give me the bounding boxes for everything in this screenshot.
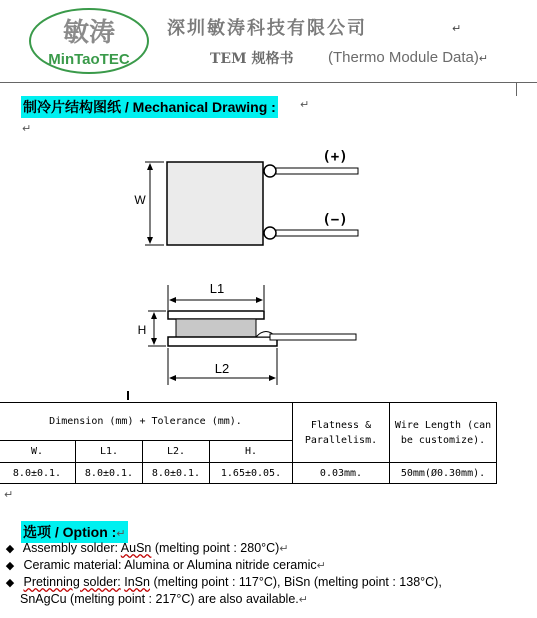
negative-terminal — [264, 227, 276, 239]
w-value: 8.0±0.1. — [0, 463, 76, 484]
negative-wire — [276, 230, 358, 236]
logo-cn-text: 敏涛 — [62, 18, 116, 48]
column-l1-header: L1. — [76, 441, 143, 463]
module-top-view — [167, 162, 263, 245]
paragraph-mark-icon: ↵ — [22, 122, 32, 135]
bottom-ceramic-plate — [168, 337, 277, 346]
header-corner-mark — [516, 82, 517, 96]
column-w-header: W. — [0, 441, 76, 463]
spec-title: TEM 规格书 — [210, 51, 294, 67]
option-item-assembly: ◆ Assembly solder: AuSn (melting point : 280°C)↵ — [0, 541, 289, 555]
paragraph-mark-icon: ↵ — [452, 22, 462, 35]
diamond-bullet-icon: ◆ — [5, 543, 15, 555]
text-cursor — [127, 391, 129, 400]
drawing-section-heading: 制冷片结构图纸 / Mechanical Drawing : — [21, 96, 278, 118]
option-section-heading: 选项 / Option :↵ — [21, 521, 128, 543]
flatness-header: Flatness & Parallelism. — [293, 403, 390, 463]
l1-label: L1 — [209, 281, 225, 296]
logo-en-text: MinTaoTEC — [48, 51, 130, 68]
h-value: 1.65±0.05. — [210, 463, 293, 484]
side-wire — [270, 334, 356, 340]
column-l2-header: L2. — [143, 441, 210, 463]
top-ceramic-plate — [168, 311, 264, 319]
option-item-ceramic: ◆ Ceramic material: Alumina or Alumina nitride ceramic↵ — [0, 558, 326, 572]
diamond-bullet-icon: ◆ — [5, 577, 15, 589]
positive-terminal — [264, 165, 276, 177]
h-label: H — [137, 323, 147, 337]
diamond-bullet-icon: ◆ — [5, 560, 15, 572]
l2-label: L2 — [214, 361, 230, 376]
option-item-pretinning: ◆ Pretinning solder: InSn (melting point : 117°C), BiSn (melting point : 138°C), — [0, 575, 442, 589]
header-divider — [0, 82, 537, 83]
company-name: 深圳敏涛科技有限公司 — [167, 18, 367, 39]
l2-value: 8.0±0.1. — [143, 463, 210, 484]
l1-value: 8.0±0.1. — [76, 463, 143, 484]
paragraph-mark-icon: ↵ — [4, 488, 14, 501]
pellet-layer — [176, 319, 256, 337]
w-label: W — [134, 193, 146, 207]
dimension-table — [0, 402, 497, 484]
negative-label: (−) — [322, 212, 348, 228]
dimension-header: Dimension (mm) + Tolerance (mm). — [0, 403, 293, 441]
wire-length-value: 50mm(Ø0.30mm). — [390, 463, 497, 484]
company-logo — [28, 7, 150, 75]
option-continuation: SnAgCu (melting point : 217°C) are also available.↵ — [20, 592, 308, 606]
spec-subtitle: (Thermo Module Data)↵ — [328, 49, 489, 66]
positive-wire — [276, 168, 358, 174]
wire-length-header: Wire Length (can be customize). — [390, 403, 497, 463]
flatness-value: 0.03mm. — [293, 463, 390, 484]
positive-label: (+) — [322, 149, 348, 165]
paragraph-mark-icon: ↵ — [300, 98, 310, 111]
column-h-header: H. — [210, 441, 293, 463]
mechanical-drawing — [0, 140, 537, 402]
